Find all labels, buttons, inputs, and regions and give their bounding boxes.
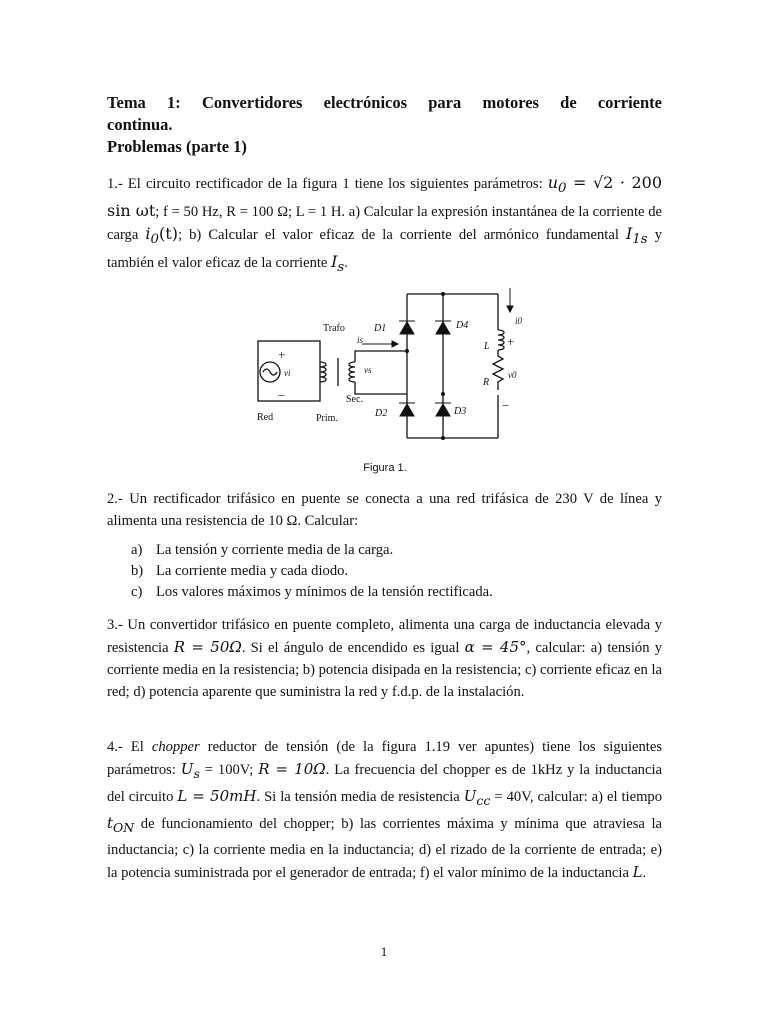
label-is: is bbox=[357, 335, 364, 345]
label-d2: D2 bbox=[375, 408, 388, 419]
p4-chopper: chopper bbox=[151, 739, 200, 755]
label-sec: Sec. bbox=[346, 394, 363, 405]
list-item: b) La corriente media y cada diodo. bbox=[131, 563, 349, 579]
label-vs: vs bbox=[364, 365, 372, 375]
p1-text-c: ; b) Calcular el valor eficaz de la corriente del armónico fundamental bbox=[177, 227, 626, 244]
p1-text-b: ; f = 50 Hz, R = 100 Ω; L = 1 H. a) Calcular la expresión instantánea de la corriente de carga bbox=[107, 204, 662, 244]
p4-L-end: L bbox=[632, 863, 643, 881]
p1-Is: $I_s$ bbox=[331, 252, 345, 276]
label-d1: D1 bbox=[374, 323, 387, 334]
label-L: L bbox=[484, 341, 490, 352]
p1-u0: $u_0$ bbox=[547, 173, 567, 197]
p1-text-a: 1.- El circuito rectificador de la figura 1 tiene los siguientes parámetros: bbox=[107, 176, 548, 192]
label-vi: vi bbox=[284, 368, 291, 378]
subtitle: Problemas (parte 1) bbox=[107, 137, 247, 156]
p3-R: R = 50Ω bbox=[173, 638, 242, 656]
p1-text-e: . bbox=[344, 255, 348, 272]
label-plus-load: + bbox=[507, 334, 515, 349]
label-trafo: Trafo bbox=[323, 323, 345, 334]
problem-2: 2.- Un rectificador trifásico en puente se conecta a una red trifásica de 230 V de línea y alimenta una resistencia de 10 Ω. Calcular: bbox=[107, 491, 662, 529]
list-item: a) La tensión y corriente media de la carga. bbox=[131, 542, 394, 558]
p3-alpha: α = 45° bbox=[464, 638, 527, 656]
label-plus-source: + bbox=[278, 347, 286, 362]
label-d4: D4 bbox=[456, 320, 469, 331]
problem-2-list bbox=[131, 540, 651, 603]
list-item: c) Los valores máximos y mínimos de la tensión rectificada. bbox=[131, 584, 493, 600]
p4-ton: $t_{ON}$ bbox=[107, 814, 135, 835]
problem-4: 4.- El chopper reductor de tensión (de la figura 1.19 ver apuntes) tiene los siguientes parámetros: $U_s = 100V$; R = 10Ω. La frecuencia del chopper es de 1kHz y la inductancia del circuito L = 50mH. Si la tensión media de resistencia $U_{cc} = 40V$, calcular: a) el tiempo $t_{ON}$ de funcionamiento del chopper; b) las corrientes máxima y mínima que atraviesa la inductancia; c) la corriente media en la inductancia; d) el rizado de la corriente de entrada; e) la potencia suministrada por el generador de entrada; f) el valor mínimo de la inductancia L. bbox=[107, 739, 663, 881]
p1-i0: $i_0(t)$ bbox=[145, 224, 178, 248]
p4-R: R = 10Ω bbox=[258, 760, 326, 778]
p1-equation: = √2 · 200 sin ωt bbox=[107, 173, 663, 221]
title-line-2: continua. bbox=[107, 115, 173, 134]
problem-3: 3.- Un convertidor trifásico en puente completo, alimenta una carga de inductancia elevada y resistencia R = 50Ω. Si el ángulo de encendido es igual α = 45°, calcular: a) tensión y corriente media en la resistencia; b) potencia disipada en la resistencia; c) corriente eficaz en la red; d) potencia aparente que suministra la red y f.d.p. de la instalación. bbox=[107, 617, 663, 700]
page-title bbox=[107, 92, 662, 158]
title-line-1: Tema 1: Convertidores electrónicos para motores de corriente bbox=[107, 93, 662, 112]
label-minus-source: − bbox=[278, 388, 286, 403]
p4-L: L = 50mH bbox=[177, 787, 257, 805]
label-R: R bbox=[483, 377, 490, 388]
problem-1 bbox=[107, 172, 662, 280]
label-red: Red bbox=[257, 412, 274, 423]
p1-text-d: y también el valor eficaz de la corriente bbox=[107, 227, 663, 272]
label-d3: D3 bbox=[454, 406, 467, 417]
p1-I1s: $I_{1s}$ bbox=[625, 224, 648, 248]
figure-caption: Figura 1. bbox=[363, 462, 407, 474]
figure-1-circuit bbox=[240, 286, 540, 446]
p4-Us: $U_s$ bbox=[180, 760, 200, 781]
page-number: 1 bbox=[380, 944, 388, 959]
label-prim: Prim. bbox=[316, 413, 338, 424]
label-i0: i0 bbox=[515, 316, 523, 326]
label-minus-load: − bbox=[502, 398, 510, 413]
p4-Ucc: $U_{cc}$ bbox=[463, 787, 491, 808]
label-v0: v0 bbox=[508, 370, 517, 380]
